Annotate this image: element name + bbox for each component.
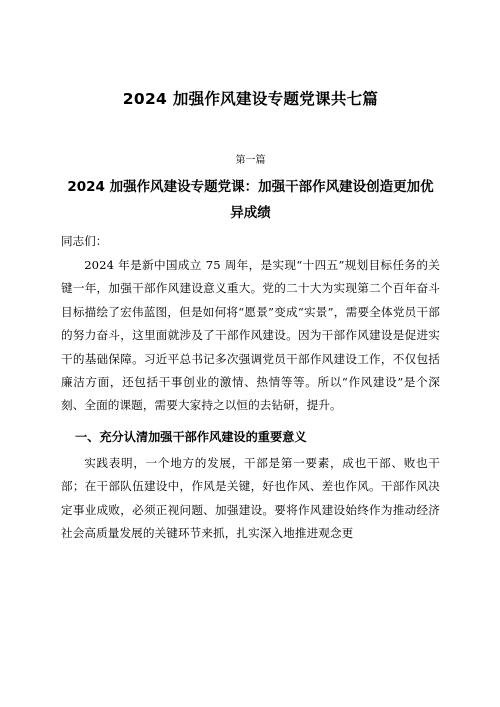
part-title: 2024 加强作风建设专题党课：加强干部作风建设创造更加优异成绩 [67,179,434,221]
section-1-heading: 一、充分认清加强干部作风建设的重要意义 [75,429,307,444]
paragraph-2: 实践表明，一个地方的发展，干部是第一要素，成也干部、败也干部；在干部队伍建设中，作风是关键，好也作风、差也作风。干部作风决定事业成败，必须正视问题、加强建设。要将作风建设始终作为推动经济社会高质量发展的关键环节来抓，扎实深入地推进观念更 [61,455,440,541]
document-title: 2024 加强作风建设专题党课共七篇 [122,90,379,108]
greeting: 同志们： [61,234,108,248]
part-label: 第一篇 [235,155,266,166]
paragraph-1: 2024 年是新中国成立 75 周年，是实现“十四五”规划目标任务的关键一年，加强干部作风建设意义重大。党的二十大为实现第二个百年奋斗目标描绘了宏伟蓝图，但是如何将“愿景”变成“实景”，需要全体党员干部的努力奋斗，这里面就涉及了干部作风建设。因为干部作风建设是促进实干的基础保障。习近平总书记多次强调党员干部作风建设工作，不仅包括廉洁方面，还包括干事创业的激情、热情等等。所以“作风建设”是个深刻、全面的课题，需要大家持之以恒的去钻研，提升。 [61,258,440,413]
